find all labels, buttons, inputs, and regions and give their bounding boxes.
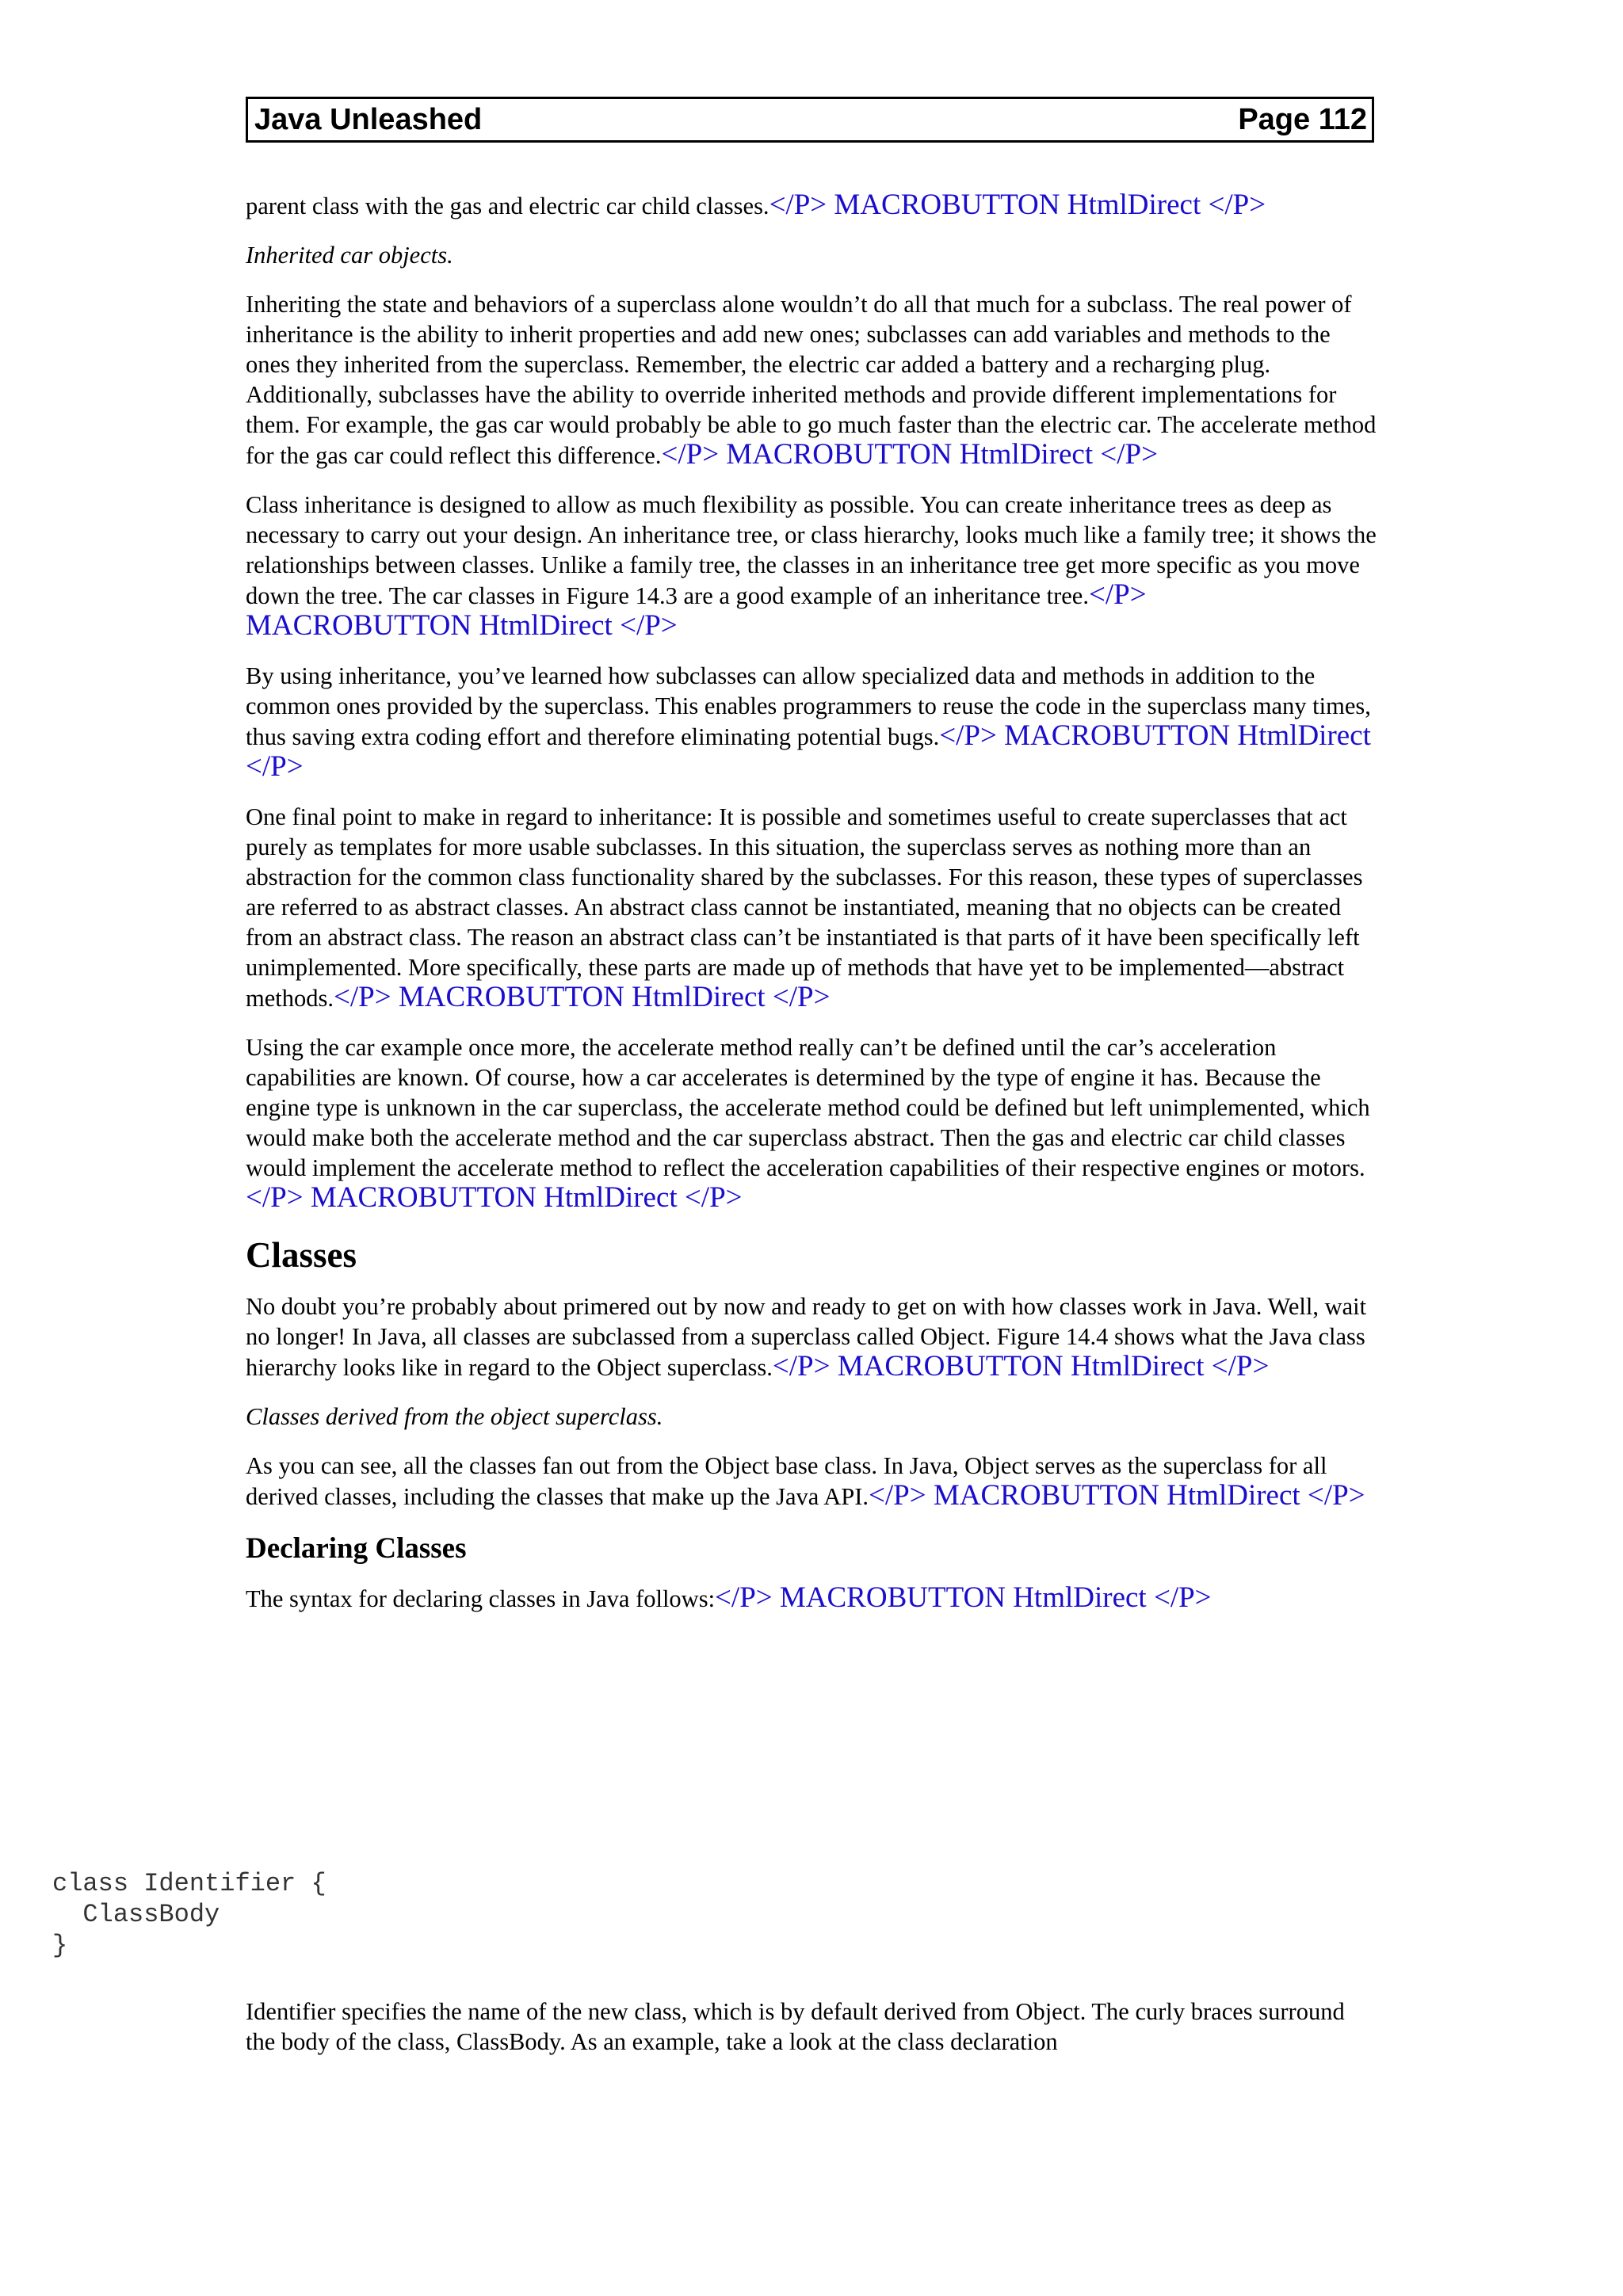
html-direct-link[interactable]: </P> MACROBUTTON HtmlDirect </P> <box>769 189 1266 221</box>
html-direct-link[interactable]: </P> MACROBUTTON HtmlDirect </P> <box>869 1479 1365 1512</box>
subsection-heading-declaring-classes: Declaring Classes <box>246 1532 467 1565</box>
paragraph-text: Class inheritance is designed to allow as much flexibility as possible. You can create inheritance trees as deep as necessary to carry out your design. An inheritance tree, or class hierarchy, looks much like a family tree; it shows the relationships between classes. Unlike a family tree, the classes in an inheritance tree get more specific as you move down the tree. The car classes in Figure 14.3 are a good example of an inheritance tree. <box>246 491 1377 609</box>
html-direct-link[interactable]: </P> MACROBUTTON HtmlDirect </P> <box>333 981 831 1013</box>
html-direct-link[interactable]: </P> MACROBUTTON HtmlDirect </P> <box>246 719 1371 783</box>
book-title: Java Unleashed <box>254 102 483 136</box>
paragraph <box>246 802 1379 1013</box>
paragraph-text: The syntax for declaring classes in Java follows: <box>246 1585 716 1612</box>
paragraph-text: As you can see, all the classes fan out from the Object base class. In Java, Object serves as the superclass for all derived classes, including the classes that make up the Java API. <box>246 1452 1327 1510</box>
html-direct-link[interactable]: </P> MACROBUTTON HtmlDirect </P> <box>246 1181 743 1214</box>
paragraph-text: Inheriting the state and behaviors of a superclass alone wouldn’t do all that much for a subclass. The real power of inheritance is the ability to inherit properties and add new ones; subclasses can add variables and methods to the ones they inherited from the superclass. Remember, the electric car added a battery and a recharging plug. Additionally, subclasses have the ability to override inherited methods and provide different implementations for them. For example, the gas car would probably be able to go much faster than the electric car. The accelerate method for the gas car could reflect this difference. <box>246 291 1377 469</box>
html-direct-link[interactable]: </P> MACROBUTTON HtmlDirect </P> <box>246 578 1147 642</box>
code-block: class Identifier { ClassBody } <box>52 1869 327 1960</box>
paragraph <box>246 1583 1379 1614</box>
paragraph <box>246 190 1379 221</box>
html-direct-link[interactable]: </P> MACROBUTTON HtmlDirect </P> <box>661 438 1158 471</box>
paragraph <box>246 1451 1379 1512</box>
page-number: Page 112 <box>1238 102 1367 136</box>
paragraph <box>246 1291 1379 1383</box>
html-direct-link[interactable]: </P> MACROBUTTON HtmlDirect </P> <box>715 1581 1212 1614</box>
paragraph-text: parent class with the gas and electric car child classes. <box>246 193 769 219</box>
paragraph-text: Using the car example once more, the accelerate method really can’t be defined until the car’s acceleration capabilities are known. Of course, how a car accelerates is determined by the type of engine it has. Because the engine type is unknown in the car superclass, the accelerate method could be defined but left unimplemented, which would make both the accelerate method and the car superclass abstract. Then the gas and electric car child classes would implement the accelerate method to reflect the acceleration capabilities of their respective engines or motors. <box>246 1034 1370 1181</box>
page-body-continued <box>246 1997 1379 2076</box>
figure-caption: Classes derived from the object superclass. <box>246 1403 663 1430</box>
paragraph-text: No doubt you’re probably about primered out by now and ready to get on with how classes work in Java. Well, wait no longer! In Java, all classes are subclassed from a superclass called Object. Figure 14.4 shows what the Java class hierarchy looks like in regard to the Object superclass. <box>246 1293 1367 1381</box>
paragraph <box>246 661 1379 783</box>
paragraph <box>246 289 1379 471</box>
paragraph-text: One final point to make in regard to inheritance: It is possible and sometimes useful to create superclasses that act purely as templates for more usable subclasses. In this situation, the superclass serves as nothing more than an abstraction for the common class functionality shared by the subclasses. For this reason, these types of superclasses are referred to as abstract classes. An abstract class cannot be instantiated, meaning that no objects can be created from an abstract class. The reason an abstract class can’t be instantiated is that parts of it have been specifically left unimplemented. More specifically, these parts are made up of methods that have yet to be implemented—abstract methods. <box>246 803 1363 1012</box>
section-heading-classes: Classes <box>246 1235 357 1275</box>
html-direct-link[interactable]: </P> MACROBUTTON HtmlDirect </P> <box>772 1350 1270 1383</box>
paragraph <box>246 1032 1379 1214</box>
page-body <box>246 190 1379 1633</box>
paragraph: Identifier specifies the name of the new class, which is by default derived from Object. The curly braces surround the body of the class, ClassBody. As an example, take a look at the class declaration <box>246 1998 1345 2055</box>
page-header <box>246 97 1374 143</box>
paragraph-text: By using inheritance, you’ve learned how subclasses can allow specialized data and methods in addition to the common ones provided by the superclass. This enables programmers to reuse the code in the superclass many times, thus saving extra coding effort and therefore eliminating potential bugs. <box>246 662 1371 750</box>
figure-caption: Inherited car objects. <box>246 242 453 269</box>
paragraph <box>246 490 1379 642</box>
